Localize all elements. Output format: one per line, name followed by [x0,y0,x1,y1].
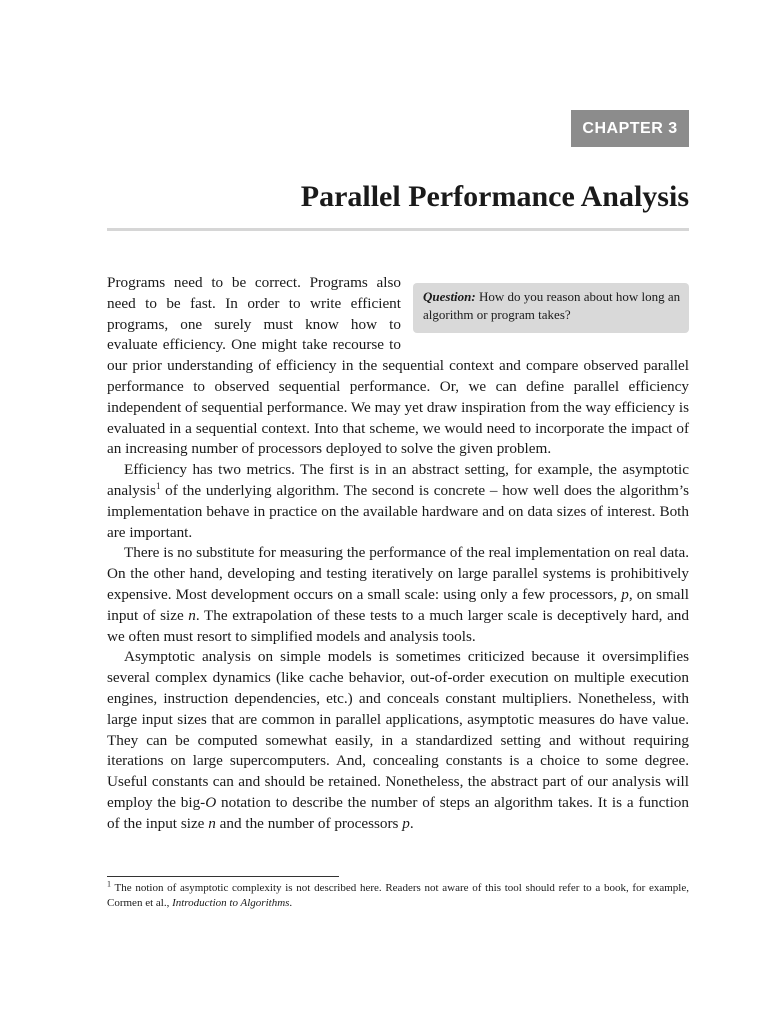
paragraph-4-text-cont2: and the number of processors [215,814,403,832]
math-var-p: p [621,585,629,603]
body-text [107,273,689,835]
question-label: Question: [423,289,476,304]
title-divider [107,228,689,231]
paragraph-2-text-cont: of the underlying algorithm. The second is concrete – how well does the algorithm’s implementation behave in practice on the available hardware and on data sizes of interest. Both are important. [107,481,689,541]
math-big-o: O [205,793,217,811]
footnote-end: . [289,897,293,909]
footnote-text: The notion of asymptotic complexity is not described here. Readers not aware of this tool should refer to a book, for example, Cormen et al., [107,882,689,909]
paragraph-4-text-cont: notation to describe the number of steps an algorithm takes. It is a function of the input size [107,793,689,832]
paragraph-2-text: Efficiency has two metrics. The first is in an abstract setting, for example, the asymptotic analysis [107,461,689,499]
footnote-marker: 1 [107,879,111,889]
paragraph-3-text-end: . The extrapolation of these tests to a much larger scale is deceptively hard, and we often must resort to simplified models and analysis tools. [107,606,689,645]
question-sidebar [413,283,689,333]
footnote-divider [107,876,339,877]
paragraph-3 [107,543,689,647]
paragraph-1-text: Programs need to be correct. Programs also need to be fast. In order to write efficient programs, one surely must know how to evaluate efficiency. One might take recourse to our prior understanding of efficiency in the sequential context and compare observed parallel performance to observed sequential performance. Or, we can define parallel efficiency independent of sequential performance. We may yet draw inspiration from the way efficiency is evaluated in a sequential context. Into that scheme, we would need to incorporate the impact of an increasing number of processors deployed to solve the given problem. [107,274,689,458]
paragraph-2 [107,460,689,543]
paragraph-1 [107,273,689,460]
question-text: How do you reason about how long an algorithm or program takes? [423,289,681,322]
chapter-title: Parallel Performance Analysis [300,180,689,213]
math-var-n: n [208,814,216,832]
footnote [107,881,689,911]
paragraph-3-text-cont: , on small input of size [107,585,689,624]
paragraph-4-text: Asymptotic analysis on simple models is sometimes criticized because it oversimplifies several complex dynamics (like cache behavior, out-of-order execution on multiple execution engines, instruction dependencies, etc.) and conceals constant multipliers. Nonetheless, with large input sizes that are common in parallel applications, asymptotic measures do have value. They can be computed somewhat easily, in a standardized setting and without requiring iterations on large supercomputers. And, concealing constants is a choice to some degree. Useful constants can and should be retained. Nonetheless, the abstract part of our analysis will employ the big- [107,648,689,811]
math-var-n: n [188,606,196,624]
paragraph-3-text: There is no substitute for measuring the performance of the real implementation on real data. On the other hand, developing and testing iteratively on large parallel systems is prohibitively expensive. Most development occurs on a small scale: using only a few processors, [107,544,689,603]
paragraph-4-text-end: . [409,814,414,832]
chapter-badge: CHAPTER 3 [571,110,689,147]
math-var-p: p [402,814,410,832]
paragraph-4 [107,647,689,834]
footnote-book-title: Introduction to Algorithms [172,897,290,909]
footnote-ref: 1 [155,480,161,491]
